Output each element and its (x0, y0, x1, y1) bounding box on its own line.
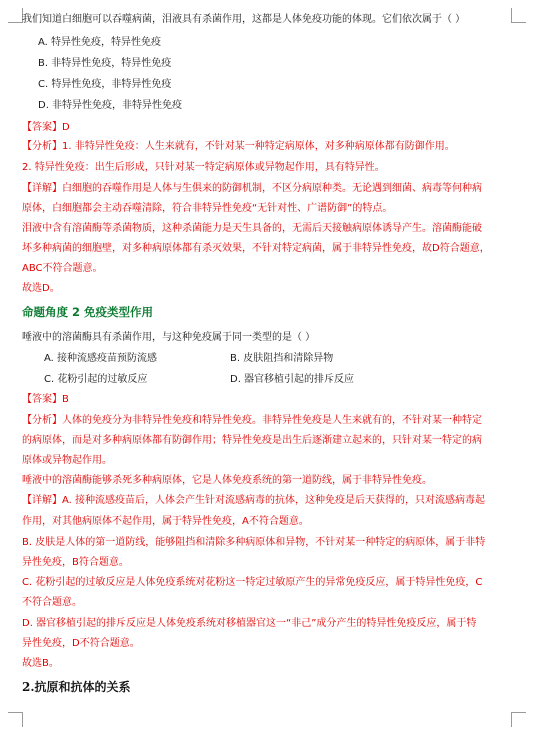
q2-analysis-line: 【分析】人体的免疫分为非特异性免疫和特异性免疫。非特异性免疫是人生来就有的，不针对某一种特定 (22, 415, 482, 426)
q1-analysis-line: ABC不符合题意。 (22, 263, 103, 274)
q1-option-a: A. 特异性免疫，特异性免疫 (38, 37, 162, 48)
q1-analysis-line: 【分析】1. 非特异性免疫：人生来就有，不针对某一种特定病原体，对多种病原体都有防御作用。 (22, 141, 455, 152)
section-heading-antigen-antibody: 2.抗原和抗体的关系 (22, 680, 131, 694)
q2-analysis-line: 唾液中的溶菌酶能够杀死多种病原体，它是人体免疫系统的第一道防线，属于非特异性免疫。 (22, 475, 432, 486)
q1-answer: 【答案】D (22, 122, 70, 133)
q2-analysis-line: 不符合题意。 (22, 597, 82, 608)
q2-analysis-line: C. 花粉引起的过敏反应是人体免疫系统对花粉这一特定过敏原产生的异常免疫反应，属于特异性免疫，C (22, 577, 483, 588)
q1-analysis-line: 坏多种病菌的细胞壁，对多种病原体都有杀灭效果，不针对特定病菌，属于非特异性免疫，故D符合题意， (22, 243, 490, 254)
q2-option-b: B. 皮肤阻挡和清除异物 (230, 353, 334, 364)
q1-analysis-line: 原体，白细胞都会主动吞噬清除，符合非特异性免疫“无针对性、广谱防御”的特点。 (22, 203, 393, 214)
q2-answer: 【答案】B (22, 394, 69, 405)
q2-analysis-line: 的病原体，而是对多种病原体都有防御作用；特异性免疫是出生后逐渐建立起来的，只针对某一特定的病 (22, 435, 482, 446)
crop-mark-top-right (511, 8, 526, 23)
q2-option-a: A. 接种流感疫苗预防流感 (44, 353, 158, 364)
q1-analysis-line: 故选D。 (22, 283, 60, 294)
crop-mark-bottom-right (511, 712, 526, 727)
q2-analysis-line: 作用，对其他病原体不起作用，属于特异性免疫，A不符合题意。 (22, 516, 309, 527)
q1-analysis-line: 泪液中含有溶菌酶等杀菌物质，这种杀菌能力是天生具备的，无需后天接触病原体诱导产生。溶菌酶能破 (22, 223, 482, 234)
q2-analysis-line: 原体或异物起作用。 (22, 455, 112, 466)
q1-option-b: B. 非特异性免疫，特异性免疫 (38, 58, 172, 69)
q2-analysis-line: D. 器官移植引起的排斥反应是人体免疫系统对移植器官这一“非己”成分产生的特异性免疫反应，属于特 (22, 618, 477, 629)
q1-stem: 我们知道白细胞可以吞噬病菌，泪液具有杀菌作用，这都是人体免疫功能的体现。它们依次属于（ ） (22, 14, 466, 25)
crop-mark-bottom-left (8, 712, 23, 727)
q1-option-c: C. 特异性免疫，非特异性免疫 (38, 79, 172, 90)
section-heading-immune-type: 命题角度 2 免疫类型作用 (22, 305, 154, 319)
crop-mark-top-left (8, 8, 23, 23)
q2-stem: 唾液中的溶菌酶具有杀菌作用，与这种免疫属于同一类型的是（ ） (22, 332, 316, 343)
q2-analysis-line: 异性免疫，D不符合题意。 (22, 638, 140, 649)
q1-analysis-line: 【详解】白细胞的吞噬作用是人体与生俱来的防御机制，不区分病原种类。无论遇到细菌、病毒等何种病 (22, 183, 482, 194)
q1-analysis-line: 2. 特异性免疫：出生后形成，只针对某一特定病原体或异物起作用，具有特异性。 (22, 162, 385, 173)
q1-option-d: D. 非特异性免疫，非特异性免疫 (38, 100, 183, 111)
q2-analysis-line: 【详解】A. 接种流感疫苗后，人体会产生针对流感病毒的抗体，这种免疫是后天获得的，只对流感病毒起 (22, 495, 486, 506)
q2-analysis-line: 异性免疫，B符合题意。 (22, 557, 129, 568)
q2-option-c: C. 花粉引起的过敏反应 (44, 374, 148, 385)
q2-analysis-line: B. 皮肤是人体的第一道防线，能够阻挡和清除多种病原体和异物，不针对某一种特定的病原体，属于非特 (22, 537, 486, 548)
q2-option-d: D. 器官移植引起的排斥反应 (230, 374, 355, 385)
q2-analysis-line: 故选B。 (22, 658, 59, 669)
